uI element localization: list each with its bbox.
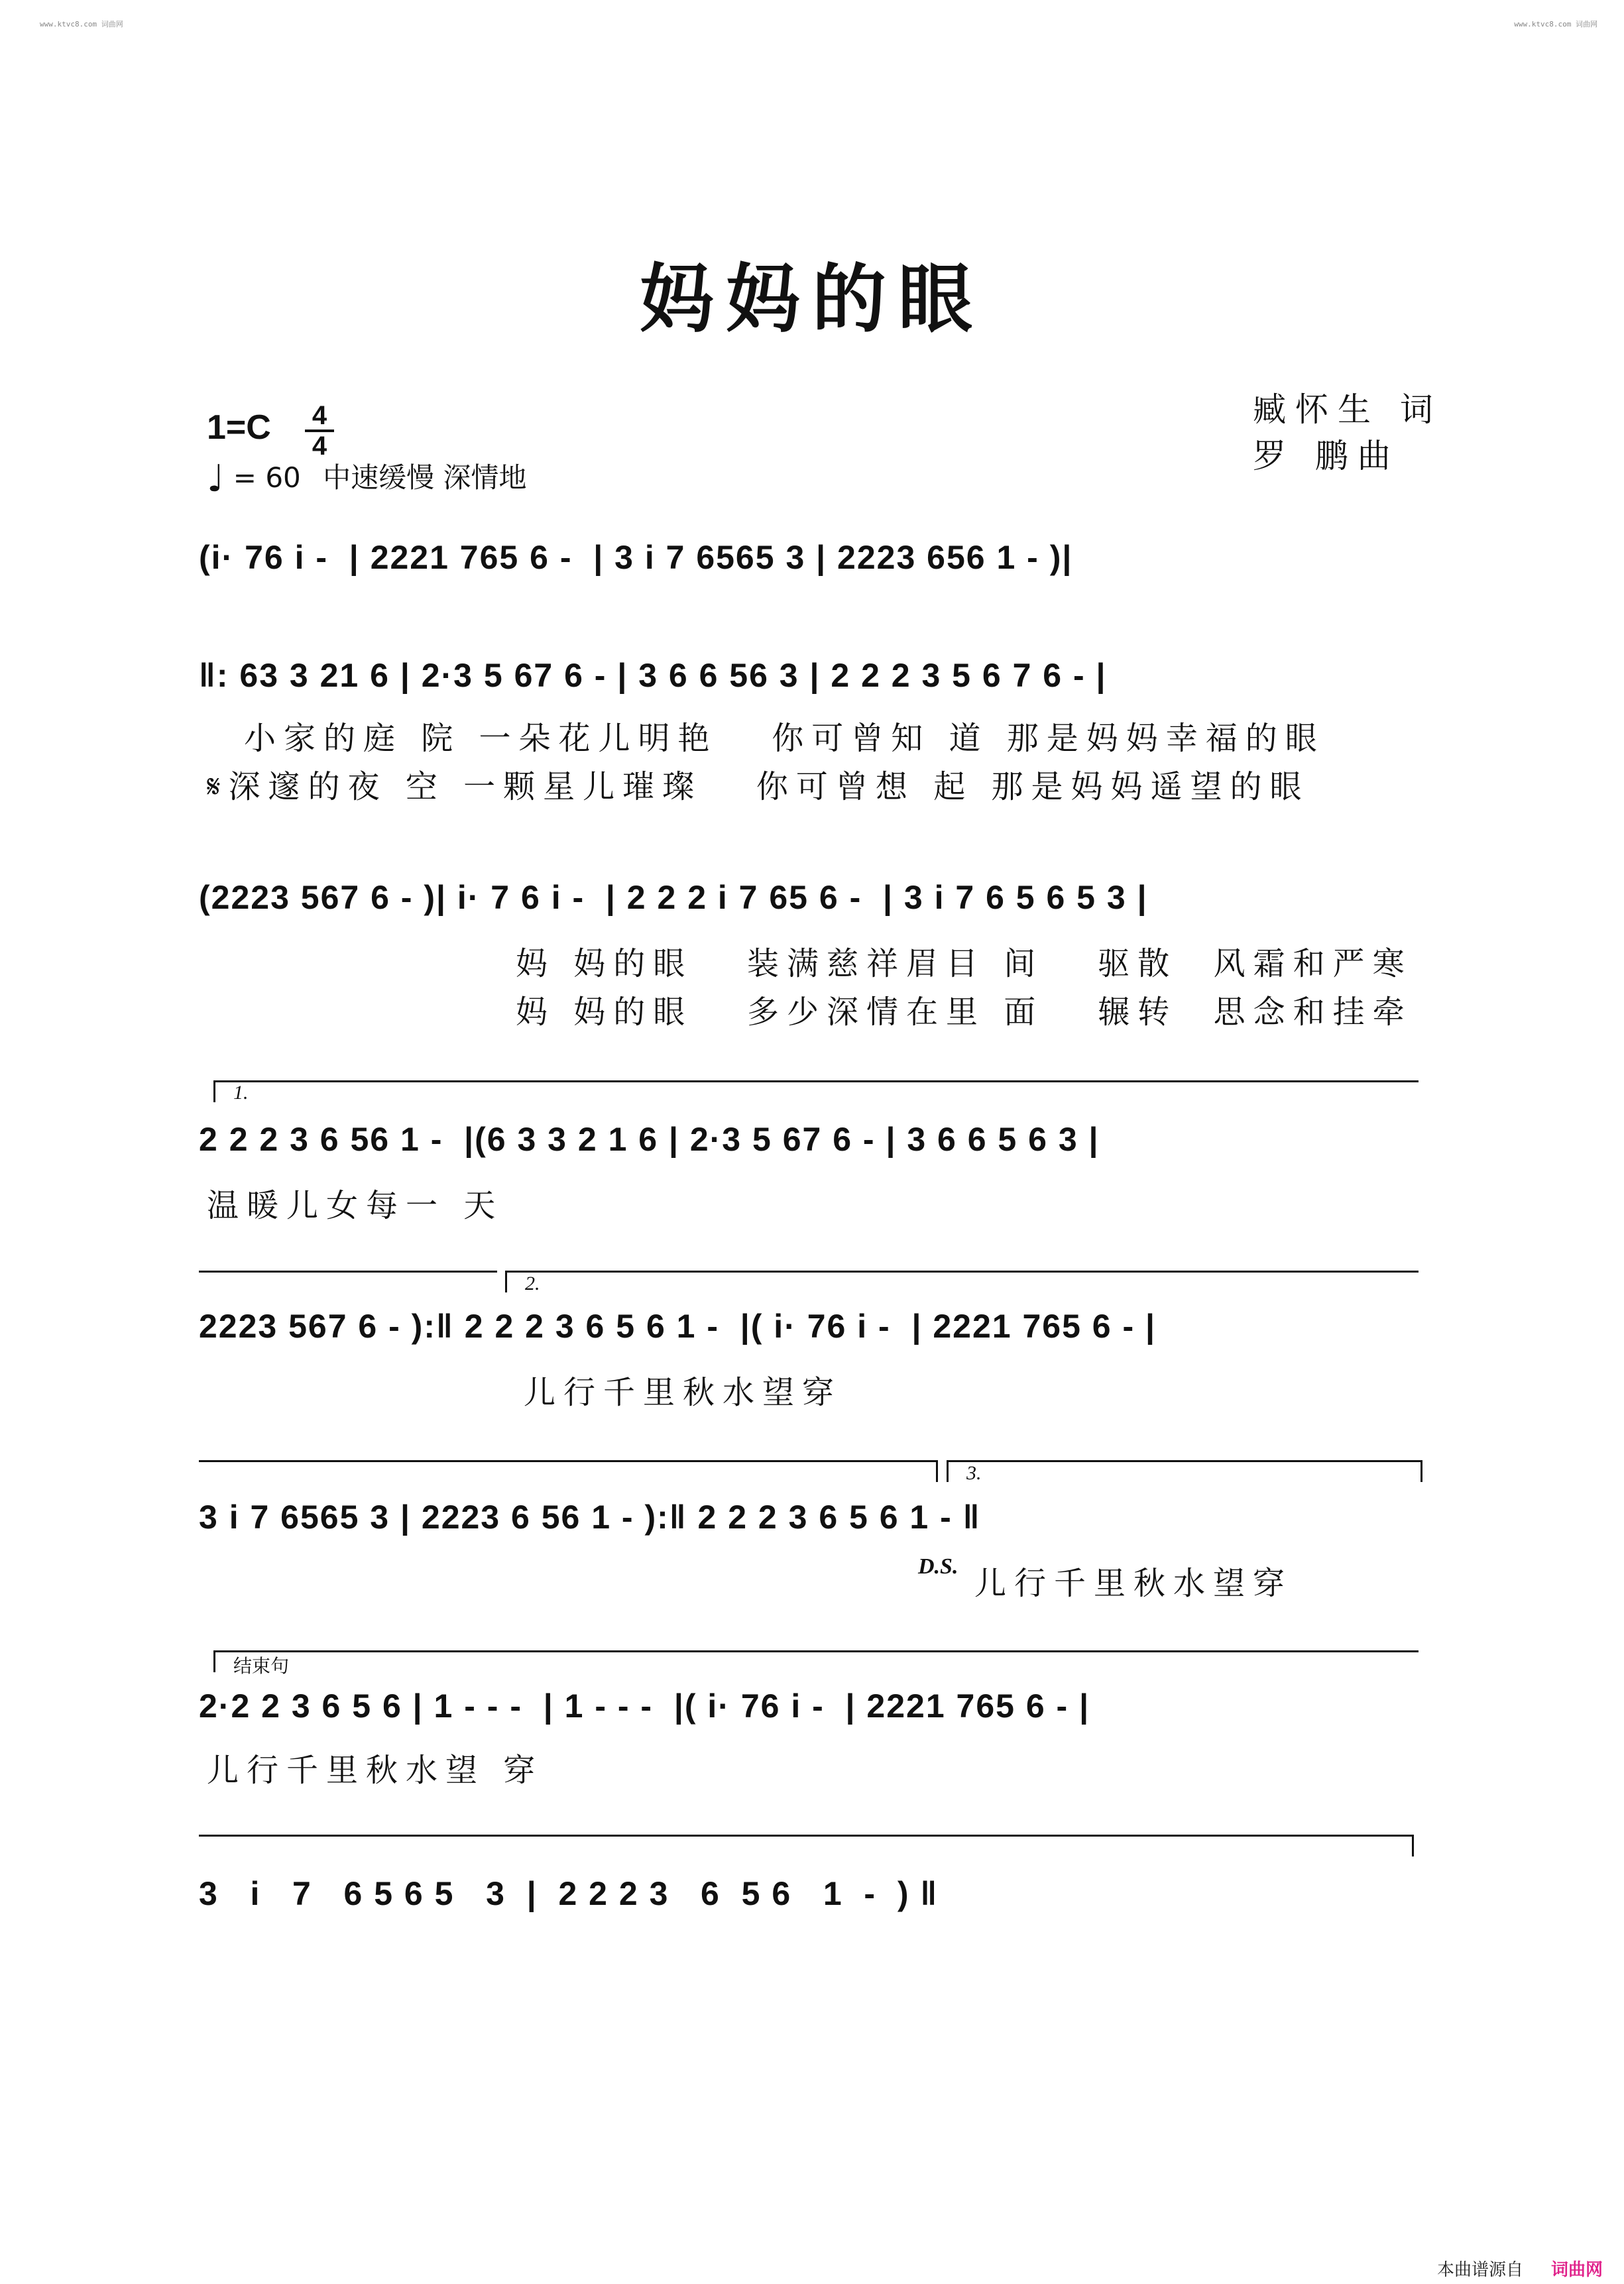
volta-bracket-2 (199, 1271, 497, 1292)
lyric-line-2a: 小家的庭 院 一朵花儿明艳 你可曾知 道 那是妈妈幸福的眼 (244, 720, 1325, 757)
volta-bracket-2b (505, 1271, 1419, 1292)
time-signature (305, 403, 334, 459)
key-signature: 1=C (207, 408, 271, 447)
time-signature-top: 4 (312, 401, 327, 430)
lyric-line-3a: 妈 妈的眼 装满慈祥眉目 间 驱散 风霜和严寒 (516, 945, 1413, 982)
notation-line-7: 2·2 2 3 6 5 6 | 1 - - - | 1 - - - |( i· 76 i - | 2221 765 6 - | (199, 1687, 1090, 1725)
quarter-note-icon: ♩ (207, 457, 225, 500)
lyric-line-2b: 𝄋深邃的夜 空 一颗星儿璀璨 你可曾想 起 那是妈妈遥望的眼 (207, 768, 1310, 805)
volta-label-1: 1. (233, 1082, 249, 1104)
notation-line-1: (i· 76 i - | 2221 765 6 - | 3 i 7 6565 3 | 2223 656 1 - )| (199, 539, 1073, 576)
lyric-line-6: 儿行千里秋水望穿 (974, 1565, 1293, 1602)
notation-line-6: 3 i 7 6565 3 | 2223 6 56 1 - ):‖ 2 2 2 3 6 5 6 1 - ‖ (199, 1499, 981, 1536)
tempo-value: = 60 (233, 461, 301, 494)
tempo-marking (207, 456, 527, 500)
lyric-line-4: 温暖儿女每一 天 (207, 1187, 504, 1224)
ending-bracket (213, 1650, 1419, 1672)
volta-label-2: 2. (525, 1273, 540, 1294)
lyric-line-7: 儿行千里秋水望 穿 (207, 1752, 544, 1789)
ds-mark: D.S. (918, 1554, 958, 1579)
footer-source-text: 本曲谱源自 (1437, 2260, 1524, 2280)
header-tiny-left: www.ktvc8.com 词曲网 (40, 20, 123, 29)
lyric-line-5: 儿行千里秋水望穿 (524, 1374, 842, 1411)
notation-line-5: 2223 567 6 - ):‖ 2 2 2 3 6 5 6 1 - |( i· 76 i - | 2221 765 6 - | (199, 1308, 1157, 1345)
notation-line-8: 3 i 7 6 5 6 5 3 | 2 2 2 3 6 5 6 1 - ) ‖ (199, 1875, 939, 1912)
notation-line-3: (2223 567 6 - )| i· 7 6 i - | 2 2 2 i 7 65 6 - | 3 i 7 6 5 6 5 3 | (199, 879, 1148, 916)
lyricist-credit: 臧怀生 词 (1253, 390, 1442, 429)
footer-site-logo: 词曲网 (1551, 2260, 1603, 2280)
tempo-text: 中速缓慢 深情地 (323, 461, 527, 494)
notation-line-4: 2 2 2 3 6 56 1 - |(6 3 3 2 1 6 | 2·3 5 67 6 - | 3 6 6 5 6 3 | (199, 1121, 1100, 1158)
volta-bracket-3 (947, 1460, 1422, 1482)
notation-line-2: ‖: 63 3 21 6 | 2·3 5 67 6 - | 3 6 6 56 3 | 2 2 2 3 5 6 7 6 - | (199, 657, 1107, 694)
page-title: 妈妈的眼 (640, 256, 984, 343)
volta-label-3: 3. (966, 1462, 982, 1484)
volta-bracket-3a (199, 1460, 938, 1482)
lyric-line-3b: 妈 妈的眼 多少深情在里 面 辗转 思念和挂牵 (516, 994, 1413, 1031)
time-signature-bottom: 4 (312, 431, 327, 461)
final-bracket (199, 1835, 1414, 1856)
ending-label: 结束句 (233, 1655, 290, 1677)
header-tiny-right: www.ktvc8.com 词曲网 (1514, 20, 1597, 29)
volta-bracket-1 (213, 1080, 1419, 1102)
composer-credit: 罗 鹏曲 (1253, 437, 1400, 475)
